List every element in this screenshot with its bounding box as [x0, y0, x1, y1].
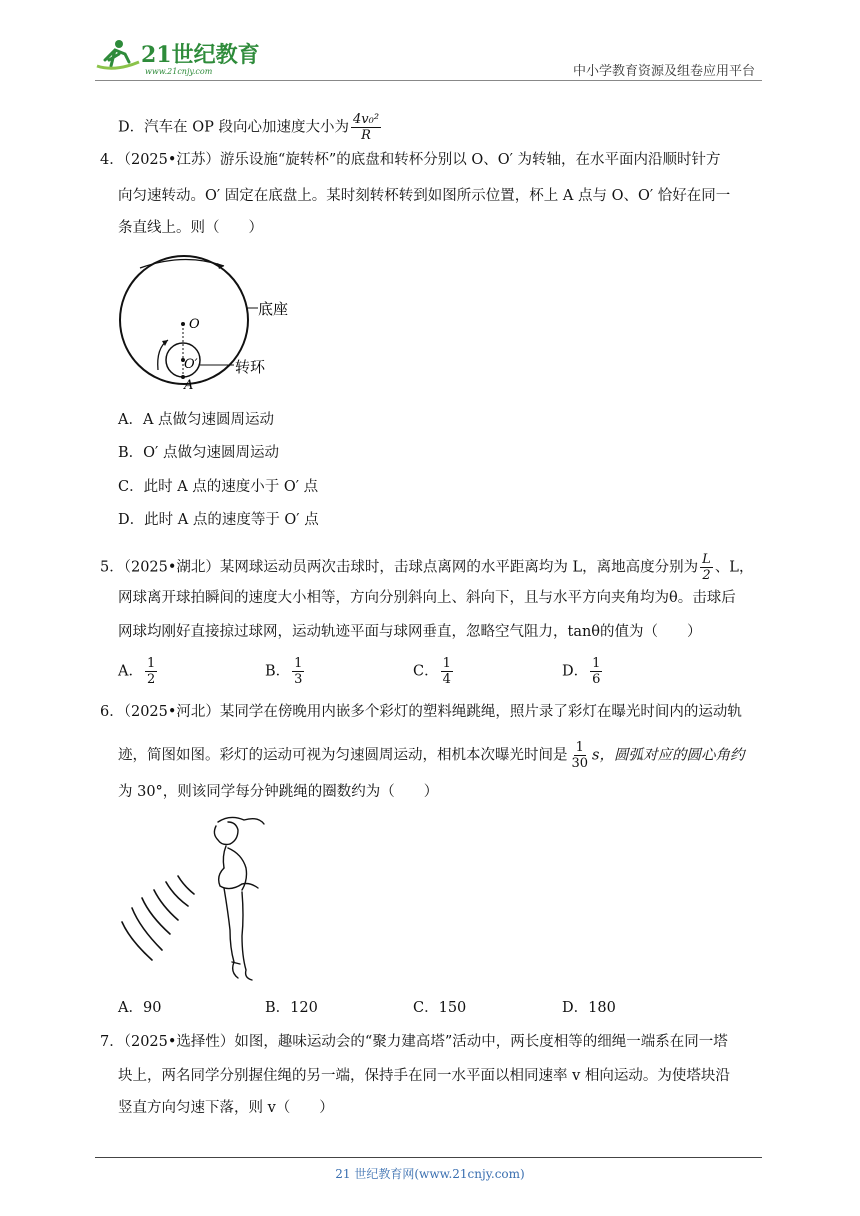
platform-title: 中小学教育资源及组卷应用平台 — [572, 64, 755, 79]
q4-stem-line1: 4．（2025•江苏）游乐设施“旋转杯”的底盘和转杯分别以 O、O′ 为转轴，在水平面内沿顺时针方 — [100, 152, 721, 168]
q4-stem-line2: 向匀速转动。O′ 固定在底盘上。某时刻转杯转到如图所示位置，杯上 A 点与 O、O′ 恰好在同一 — [118, 188, 731, 204]
q6-stem-line1: 6．（2025•河北）某同学在傍晚用内嵌多个彩灯的塑料绳跳绳，照片录了彩灯在曝光时间内的运动轨 — [100, 704, 742, 720]
q4-option-a: A．A 点做匀速圆周运动 — [118, 412, 275, 428]
logo-url: www.21cnjy.com — [145, 67, 213, 76]
q5-option-a: A． $\frac{1}{2}$ — [118, 656, 156, 687]
q5-option-b: B． $\frac{1}{3}$ — [265, 656, 303, 687]
light-trail-arcs — [122, 876, 194, 960]
q3-option-d — [118, 112, 383, 143]
q5-height-fraction: $\frac{L}{2}$ — [702, 552, 711, 583]
footer-link[interactable]: 21 世纪教育网(www.21cnjy.com) — [335, 1167, 525, 1181]
q5-option-d: D． $\frac{1}{6}$ — [562, 656, 601, 687]
logo-text: 21世纪教育 — [141, 42, 260, 68]
q6-option-d: D．180 — [562, 1000, 616, 1016]
header-divider — [95, 80, 762, 81]
q6-option-a: A．90 — [118, 1000, 162, 1016]
q6-figure-jump-rope — [118, 812, 278, 988]
q7-stem-line3: 竖直方向匀速下落，则 v（ ） — [118, 1100, 334, 1116]
q5-option-c: C． $\frac{1}{4}$ — [413, 656, 451, 687]
label-base: 底座 — [258, 300, 289, 318]
q4-figure — [112, 250, 312, 399]
footer-divider — [95, 1157, 762, 1158]
label-ring: 转环 — [235, 358, 266, 376]
q3-option-d-text: D．汽车在 OP 段向心加速度大小为 — [118, 119, 349, 136]
q7-stem-line2: 块上，两名同学分别握住绳的另一端，保持手在同一水平面以相同速率 v 相向运动。为使塔块沿 — [118, 1068, 730, 1084]
label-o-prime: O′ — [184, 357, 198, 372]
q5-stem-line1: 5．（2025•湖北）某网球运动员两次击球时，击球点离网的水平距离均为 L，离地高度分别为 $\frac{L}{2}$ 、L， — [100, 552, 754, 583]
q3-option-d-fraction: $\frac{\text{4v₀²}}{R}$ — [353, 112, 380, 143]
q5-stem-line2: 网球离开球拍瞬间的速度大小相等，方向分别斜向上、斜向下，且与水平方向夹角均为θ。击球后 — [118, 590, 736, 606]
q6-option-b: B．120 — [265, 1000, 318, 1016]
runner-icon — [97, 40, 139, 68]
site-logo — [95, 36, 265, 78]
q6-stem-line2: 迹，简图如图。彩灯的运动可视为匀速圆周运动，相机本次曝光时间是 $\frac{1}{30}$ s，圆弧对应的圆心角约 — [118, 740, 745, 771]
q6-stem-line3: 为 30°，则该同学每分钟跳绳的圈数约为（ ） — [118, 784, 439, 800]
q4-stem-line3: 条直线上。则（ ） — [118, 220, 263, 236]
label-a: A — [184, 378, 194, 393]
q4-option-d: D．此时 A 点的速度等于 O′ 点 — [118, 512, 319, 528]
label-o: O — [189, 317, 200, 332]
base-rotation-arrow — [140, 259, 224, 268]
q5-stem-line3: 网球均刚好直接掠过球网，运动轨迹平面与球网垂直，忽略空气阻力，tanθ的值为（ ） — [118, 624, 702, 640]
person-figure — [214, 817, 264, 980]
q4-option-b: B．O′ 点做匀速圆周运动 — [118, 445, 279, 461]
q6-option-c: C．150 — [413, 1000, 467, 1016]
q4-option-c: C．此时 A 点的速度小于 O′ 点 — [118, 479, 319, 495]
q7-stem-line1: 7．（2025•选择性）如图，趣味运动会的“聚力建高塔”活动中，两长度相等的细绳一端系在同一塔 — [100, 1034, 728, 1050]
